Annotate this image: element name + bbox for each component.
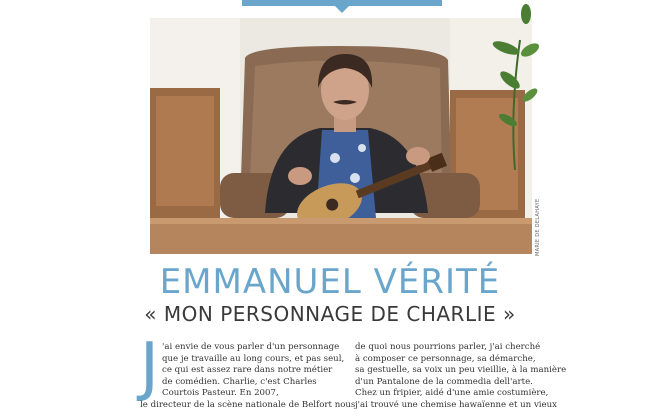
text-line: j'ai trouvé une chemise hawaïenne et un vieux: [355, 399, 558, 410]
photo-credit: MARIE DE DELAHAYE: [535, 198, 541, 256]
text-line: de comédien. Charlie, c'est Charles: [162, 376, 317, 387]
article-title: EMMANUEL VÉRITÉ: [159, 262, 501, 302]
text-line: d'un Pantalone de la commedia dell'arte.: [355, 376, 533, 387]
text-line: à composer ce personnage, sa démarche,: [355, 353, 536, 364]
text-line: le directeur de la scène nationale de Belfort nous: [140, 399, 356, 410]
text-line: Chez un fripier, aidé d'une amie costumière,: [355, 388, 549, 399]
text-line: 'ai envie de vous parler d'un personnage: [162, 342, 340, 352]
text-line: sa gestuelle, sa voix un peu vieillie, à la manière: [355, 365, 567, 376]
text-line: que je travaille au long cours, et pas seul,: [162, 353, 345, 364]
text-line: ce qui est assez rare dans notre métier: [162, 365, 333, 376]
text-line: Courtois Pasteur. En 2007,: [162, 388, 279, 399]
section-tab-notch: [334, 5, 350, 13]
drop-cap: J: [140, 330, 159, 404]
text-line: de quoi nous pourrions parler, j'ai cherché: [355, 342, 541, 352]
text-column-right: [355, 342, 567, 412]
article-subtitle: « MON PERSONNAGE DE CHARLIE »: [144, 302, 516, 326]
text-column-left: [140, 342, 356, 412]
plant-illustration: [470, 0, 540, 170]
